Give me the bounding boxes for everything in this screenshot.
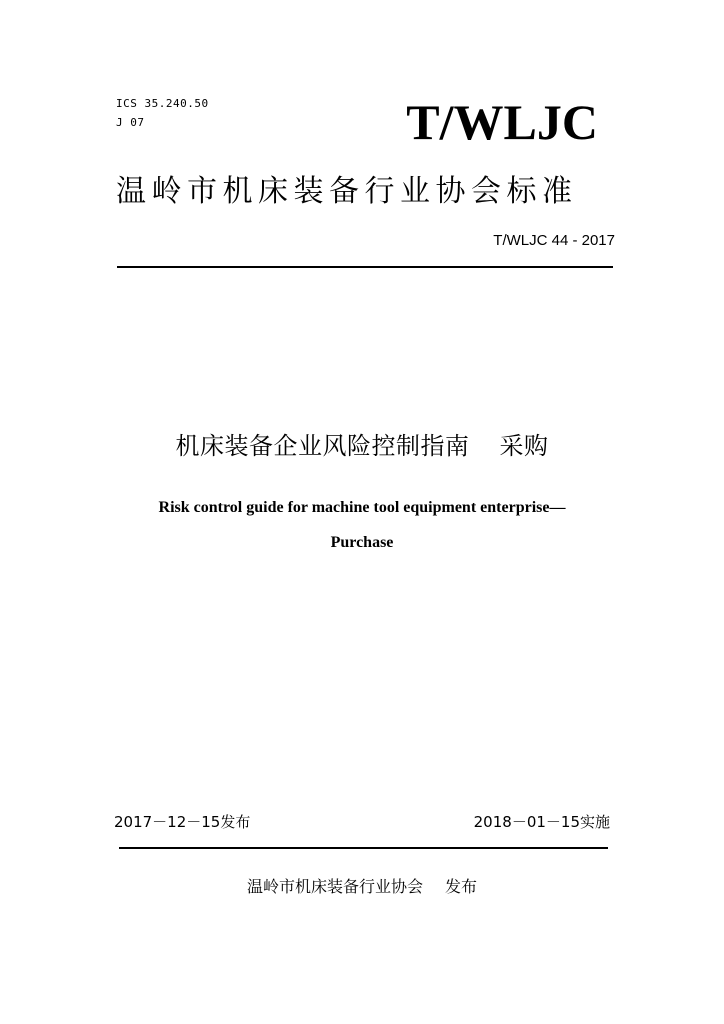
standard-category-title: 温岭市机床装备行业协会标准: [116, 174, 578, 209]
standard-number: T/WLJC 44 - 2017: [493, 232, 615, 249]
issue-date: 2017－12－15发布: [114, 813, 251, 831]
implementation-date: 2018－01－15实施: [473, 813, 610, 831]
publish-label: 发布: [445, 877, 478, 896]
ccs-code: J 07: [116, 116, 145, 129]
bottom-divider: [119, 847, 608, 849]
document-title-en-line2: Purchase: [330, 534, 394, 551]
publisher-name: 温岭市机床装备行业协会: [246, 877, 423, 896]
top-divider: [117, 266, 613, 268]
ics-code: ICS 35.240.50: [116, 97, 209, 110]
document-title-cn: [0, 430, 724, 462]
document-title-en-line1: Risk control guide for machine tool equipment enterprise—: [158, 499, 566, 516]
publisher-line: [0, 876, 724, 898]
document-title-cn-main: 机床装备企业风险控制指南: [175, 432, 470, 460]
standard-logo: T/WLJC: [406, 94, 598, 150]
document-title-cn-sub: 采购: [499, 432, 549, 460]
